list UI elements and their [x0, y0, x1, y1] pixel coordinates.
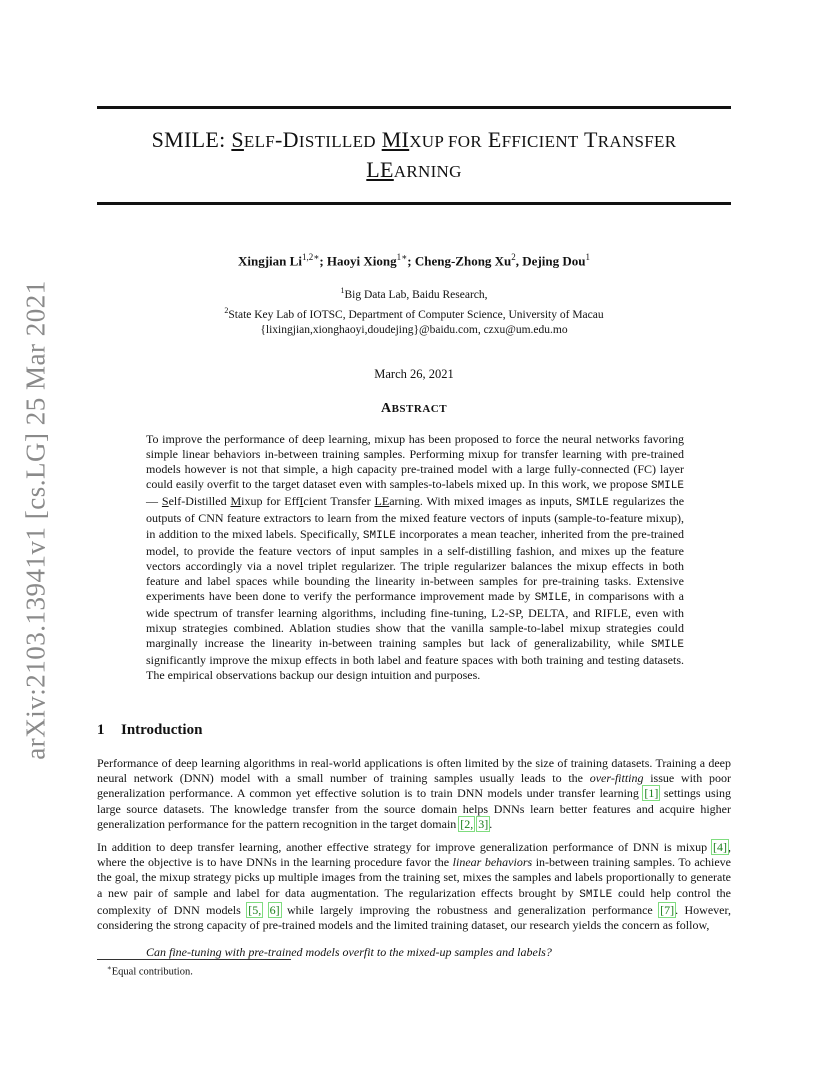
author-list: Xingjian $Li^{1,2∗}$; Haoyi Xiong$^{1∗}$; Cheng-Zhong Xu$^2$, Dejing Dou$^1$ [238, 252, 590, 269]
abstract-text: To improve the performance of deep learning, mixup has been proposed to force the neural networks favoring simple linear behaviors in-between training samples. Performing mixup for transfer learning with pre-trained models however is not that simple, a high capacity pre-trained model with a large fully-connected (FC) layer could easily overfit to the target dataset even with samples-to-labels mixed up. In this work, we propose SMILE— Self-Distilled Mixup for EffIcient Transfer LEarning. With mixed images as inputs, SMILE regularizes the outputs of CNN feature extractors to learn from the mixed feature vectors of inputs (sample-to-feature mixup), in addition to the mixed labels. Specifically, SMILE incorporates a mean teacher, inherited from the pre-trained model, to provide the feature vectors of input samples in a self-distilling fashion, and mixes up the feature vectors accordingly via a novel triplet regularizer. The triple regularizer balances the mixup effects in both feature and label spaces while bounding the linearity in-between samples for pre-training tasks. Extensive experiments have been done to verify the performance improvement made by SMILE, in comparisons with a wide spectrum of transfer learning algorithms, including fine-tuning, L2-SP, DELTA, and RIFLE, even with mixup strategies combined. Ablation studies show that the vanilla sample-to-label mixup strategies could marginally increase the linearity in-between training samples but lack of generalizability, while SMILE significantly improve the mixup effects in both label and feature spaces with both training and testing datasets. The empirical observations backup our design intuition and purposes. [146, 432, 685, 683]
paper-date: March 26, 2021 [374, 367, 454, 381]
affiliation-line: $^2$State Key Lab of IOTSC, Department of Computer Science, University of Macau [224, 305, 604, 321]
section-heading-introduction: 1 Introduction [97, 722, 203, 738]
author-emails: {lixingjian,xionghaoyi,doudejing}@baidu.com, czxu@um.edu.mo [260, 323, 568, 336]
affiliation-line: $^1$Big Data Lab, Baidu Research, [340, 286, 488, 301]
footnote: ∗Equal contribution. [107, 964, 193, 978]
author-name: Haoyi Xiong [326, 253, 397, 269]
author-name: Xingjian Li [238, 253, 302, 269]
citation-link[interactable]: 3] [478, 816, 489, 831]
research-question: Can fine-tuning with pre-trained models overfit to the mixed-up samples and labels? [146, 945, 552, 959]
citation-link[interactable]: [5, [248, 902, 262, 917]
intro-paragraph-2: In addition to deep transfer learning, another effective strategy for improve generalization performance of DNN is mixup [4], where the objective is to have DNNs in the learning procedure favor the linear behaviors in-between training samples. To achieve the goal, the mixup strategy picks up multiple images from the training set, mixes the samples and labels proportionally to generate a new pair of sample and label for data augmentation. The regularization effects brought by SMILE could help control the complexity of DNN models [5, 6] while largely improving the robustness and generalization performance [7]. However, considering the strong capacity of pre-trained models and the limited training dataset, our research yields the concern as follow, [97, 840, 732, 933]
citation-link[interactable]: [1] [644, 786, 659, 801]
paper-title: SMILE: SELF-DISTILLED MIXUP FOR EFFICIENT TRANSFER LEARNING [151, 127, 677, 182]
abstract-heading: ABSTRACT [380, 401, 448, 416]
author-name: Cheng-Zhong Xu [414, 253, 512, 269]
footnote-rule [97, 959, 291, 960]
citation-link[interactable]: [7] [660, 902, 675, 917]
citation-link[interactable]: 6] [269, 902, 280, 917]
title-top-rule [97, 106, 731, 109]
arxiv-identifier-stamp: arXiv:2103.13941v1 [cs.LG] 25 Mar 2021 [20, 280, 51, 760]
author-name: Dejing Dou [522, 253, 586, 269]
citation-link[interactable]: [2, [460, 816, 474, 831]
affiliations [97, 283, 731, 338]
intro-paragraph-1: Performance of deep learning algorithms in real-world applications is often limited by the size of training datasets. Training a deep neural network (DNN) model with a small number of training samples usually leads to the over-fitting issue with poor generalization performance. A common yet effective solution is to train DNN models under transfer learning [1] settings using large source datasets. The knowledge transfer from the source domain helps DNNs learn better features and acquire higher generalization performance for the pattern recognition in the target domain [2, 3]. [97, 756, 732, 831]
citation-link[interactable]: [4] [713, 840, 727, 854]
title-bottom-rule [97, 202, 731, 205]
